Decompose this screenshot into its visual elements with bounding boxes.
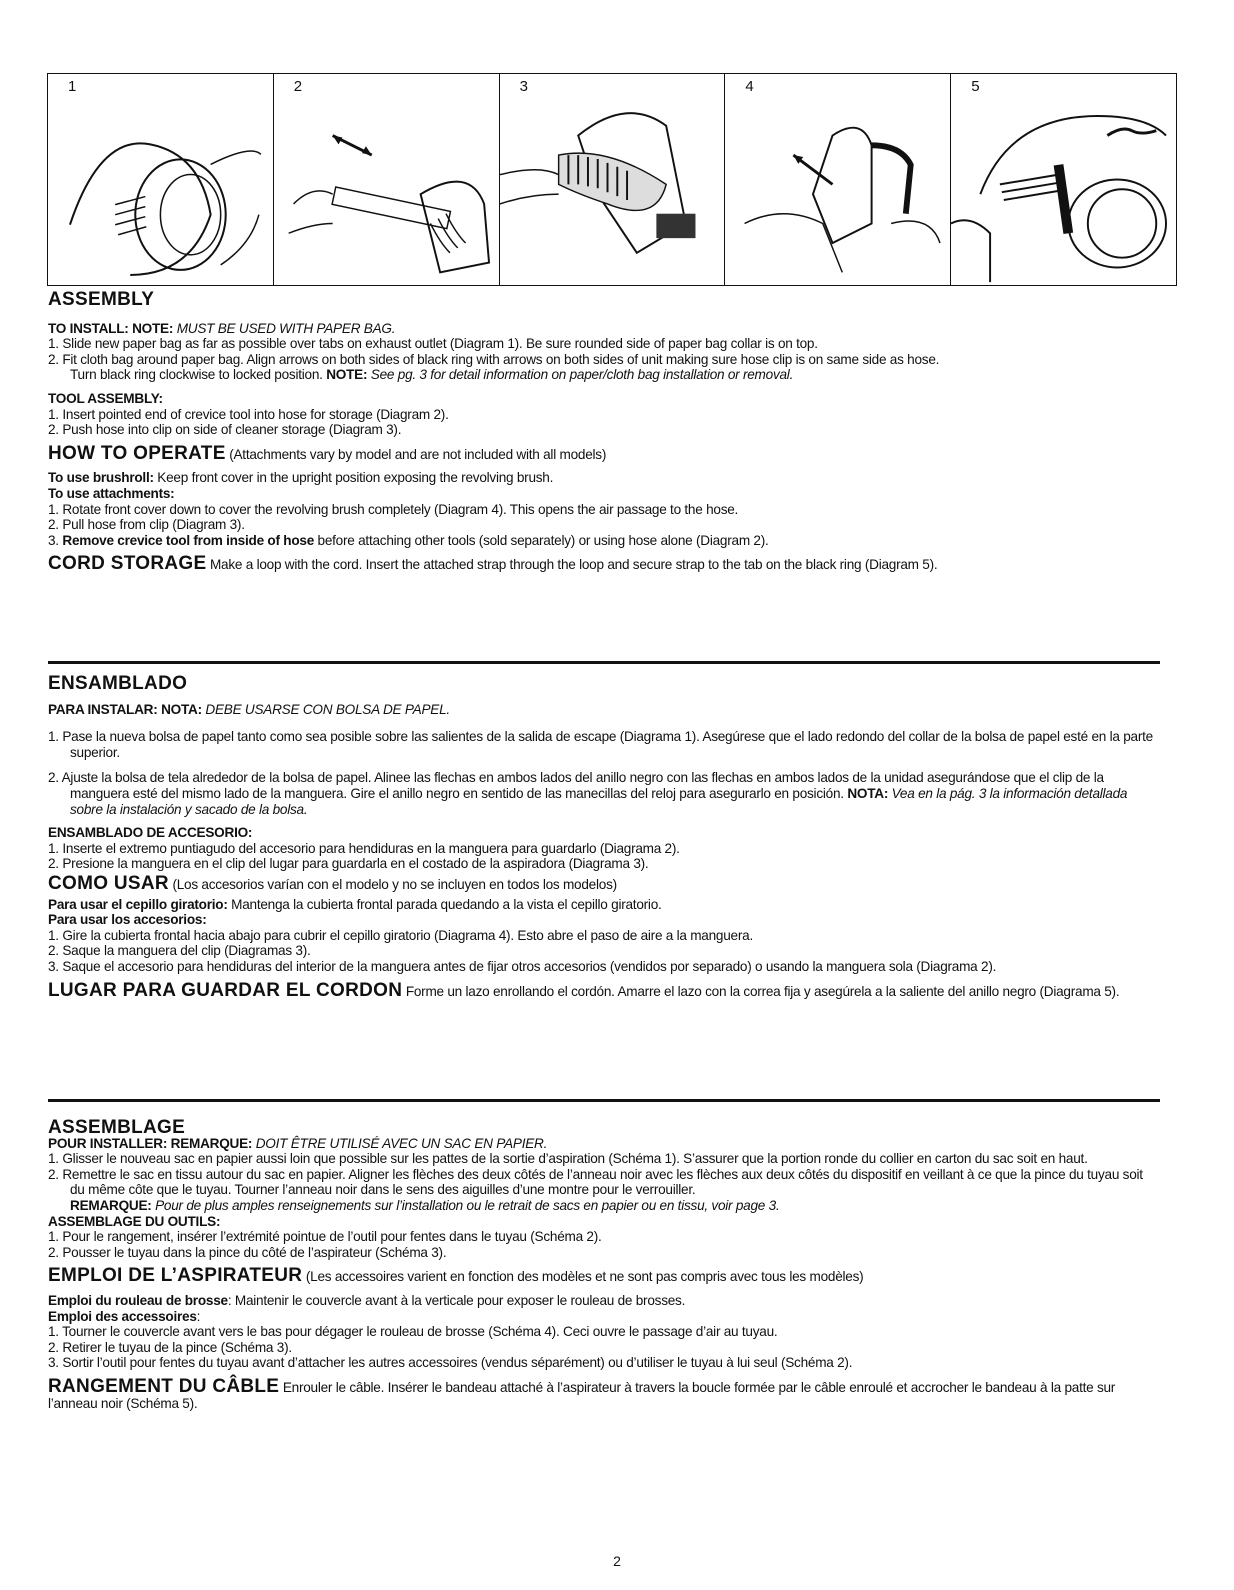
operate-title: COMO USAR [48,872,169,894]
tool-step-2: 2. Presione la manguera en el clip del lugar para guardarla en el costado de la aspiradora (Diagrama 3). [48,856,649,872]
attachments-label: Para usar los accesorios: [48,912,207,928]
cord-storage-title: LUGAR PARA GUARDAR EL CORDON [48,979,403,1001]
diagram-1 [48,74,274,285]
install-step-2: 2. Ajuste la bolsa de tela alrededor de la bolsa de papel. Alinee las flechas en ambos lados del anillo negro con las flechas en ambos lados de la unidad asegurándose que el clip de la manguera esté del mismo lado de la manguera. Gire el anillo negro en sentido de las manecillas del reloj para asegurarlo en posición. [48,770,1104,801]
diagram-number: 4 [745,78,754,95]
section-french [48,1117,1160,1411]
note-detail: Vea en la pág. 3 la información detallada sobre la instalación y sacado de la bolsa. [70,785,1128,817]
note-text: MUST BE USED WITH PAPER BAG. [176,320,396,336]
section-divider [48,661,1160,664]
diagram-number: 2 [293,78,303,95]
cord-storage-title: RANGEMENT DU CÂBLE [48,1375,280,1397]
operate-step-2: 2. Pull hose from clip (Diagram 3). [48,517,245,533]
diagram-3 [500,74,726,285]
operate-step-3-num: 3. [48,532,59,548]
operate-subtitle: (Attachments vary by model and are not included with all models) [229,446,607,462]
note-detail: See pg. 3 for detail information on paper/cloth bag installation or removal. [370,367,794,383]
section-divider [48,1099,1160,1102]
diagram-4-illustration [725,74,950,285]
install-label: POUR INSTALLER: [48,1135,168,1151]
diagram-1-illustration [48,74,273,285]
diagram-2 [274,74,500,285]
attachments-label: To use attachments: [48,485,175,501]
cord-storage-title: CORD STORAGE [48,553,207,575]
install-step-2: 2. Remettre le sac en tissu autour du sac en papier. Aligner les flèches des deux côtés de l’anneau noir avec les flèches aux deux côtés du dispositif en veillant à ce que la pince du tuyau soit du même côte que le tuyau. Tourner l’anneau noir dans le sens des aiguilles d’une montre pour le verrouiller. [48,1166,1143,1198]
section-title: ENSAMBLADO [48,673,188,694]
section-title: ASSEMBLAGE [48,1117,186,1138]
brushroll-text: : Maintenir le couvercle avant à la verticale pour exposer le rouleau de brosses. [227,1292,686,1308]
note-label: NOTA: [161,701,202,717]
operate-subtitle: (Los accesorios varían con el modelo y no se incluyen en todos los modelos) [172,876,617,892]
install-label: PARA INSTALAR: [48,701,158,717]
install-step-1: 1. Slide new paper bag as far as possible over tabs on exhaust outlet (Diagram 1). Be sure rounded side of paper bag collar is on top. [48,336,818,352]
note-detail: Pour de plus amples renseignements sur l’installation ou le retrait de sacs en papier ou en tissu, voir page 3. [155,1197,780,1213]
operate-title: EMPLOI DE L’ASPIRATEUR [48,1265,303,1287]
brushroll-text: Keep front cover in the upright position exposing the revolving brush. [157,470,554,486]
cord-storage-text: Forme un lazo enrollando el cordón. Amarre el lazo con la correa fija y asegúrela a la saliente del anillo negro (Diagrama 5). [405,983,1120,999]
brushroll-text: Mantenga la cubierta frontal parada quedando a la vista el cepillo giratorio. [231,896,662,912]
tool-step-2: 2. Pousser le tuyau dans la pince du côté de l’aspirateur (Schéma 3). [48,1244,447,1260]
note-text: DOIT ÊTRE UTILISÉ AVEC UN SAC EN PAPIER. [255,1135,548,1151]
tool-step-1: 1. Insert pointed end of crevice tool into hose for storage (Diagram 2). [48,406,449,422]
cord-storage-text: Enrouler le câble. Insérer le bandeau attaché à l’aspirateur à travers la boucle formée par le câble enroulé et accrocher le bandeau à la patte sur l’anneau noir (Schéma 5). [48,1379,1116,1411]
operate-title: HOW TO OPERATE [48,442,226,464]
attachments-colon: : [196,1308,201,1324]
tool-assembly-title: TOOL ASSEMBLY: [48,390,163,406]
operate-step-3: 3. Sortir l’outil pour fentes du tuyau avant d’attacher les autres accessoires (vendus séparément) ou d’utiliser le tuyau à lui seul (Schéma 2). [48,1355,853,1371]
diagram-3-illustration [500,74,725,285]
diagram-5-illustration [951,74,1176,285]
diagram-number: 1 [68,78,77,95]
tool-step-1: 1. Inserte el extremo puntiagudo del accesorio para hendiduras en la manguera para guardarlo (Diagrama 2). [48,840,680,856]
page-number: 2 [613,1553,621,1569]
operate-step-1: 1. Gire la cubierta frontal hacia abajo para cubrir el cepillo giratorio (Diagrama 4). Esto abre el paso de aire a la manguera. [48,927,753,943]
diagram-5 [951,74,1176,285]
attachments-label: Emploi des accessoires [48,1308,197,1324]
install-step-1: 1. Pase la nueva bolsa de papel tanto como sea posible sobre las salientes de la salida de escape (Diagrama 1). Asegúrese que el lado redondo del collar de la bolsa de papel esté en la parte superior. [48,729,1153,760]
operate-step-3-bold: Remove crevice tool from inside of hose [62,532,314,548]
tool-step-1: 1. Pour le rangement, insérer l’extrémité pointue de l’outil pour fentes dans le tuyau (Schéma 2). [48,1229,602,1245]
cord-storage-text: Make a loop with the cord. Insert the attached strap through the loop and secure strap to the tab on the black ring (Diagram 5). [209,557,938,573]
tool-assembly-title: ENSAMBLADO DE ACCESORIO: [48,825,253,841]
note-label: NOTE: [132,320,174,336]
install-step-1: 1. Glisser le nouveau sac en papier aussi loin que possible sur les pattes de la sortie d’aspiration (Schéma 1). S’assurer que la portion ronde du collier en carton du sac soit en haut. [48,1151,1088,1167]
section-title: ASSEMBLY [48,289,155,310]
operate-step-3-text: before attaching other tools (sold separately) or using hose alone (Diagram 2). [317,532,769,548]
operate-step-1: 1. Tourner le couvercle avant vers le bas pour dégager le rouleau de brosse (Schéma 4). Ceci ouvre le passage d’air au tuyau. [48,1324,778,1340]
operate-subtitle: (Les accessoires varient en fonction des modèles et ne sont pas compris avec tous les modèles) [305,1269,864,1285]
install-label: TO INSTALL: [48,320,129,336]
note-text: DEBE USARSE CON BOLSA DE PAPEL. [205,701,450,717]
diagram-number: 5 [971,78,980,95]
operate-step-2: 2. Saque la manguera del clip (Diagramas 3). [48,943,311,959]
install-step-2b: Turn black ring clockwise to locked position. [70,367,323,383]
diagram-number: 3 [519,78,528,95]
operate-step-2: 2. Retirer le tuyau de la pince (Schéma 3). [48,1339,292,1355]
operate-step-1: 1. Rotate front cover down to cover the revolving brush completely (Diagram 4). This opens the air passage to the hose. [48,501,739,517]
brushroll-label: To use brushroll: [48,470,154,486]
tool-assembly-title: ASSEMBLAGE DU OUTILS: [48,1213,221,1229]
diagram-2-illustration [274,74,499,285]
section-spanish [48,673,1160,1001]
note-label-2: NOTA: [847,785,889,801]
note-label-2: NOTE: [326,367,368,383]
brushroll-label: Emploi du rouleau de brosse [48,1292,228,1308]
diagram-4 [725,74,951,285]
tool-step-2: 2. Push hose into clip on side of cleaner storage (Diagram 3). [48,422,402,438]
operate-step-3: 3. Saque el accesorio para hendiduras del interior de la manguera antes de fijar otros accesorios (vendidos por separado) o usando la manguera sola (Diagrama 2). [48,958,997,974]
diagram-strip [47,73,1177,286]
section-english [48,289,1160,575]
note-label-2: REMARQUE: [70,1197,152,1213]
install-step-2: 2. Fit cloth bag around paper bag. Align arrows on both sides of black ring with arrows on both sides of unit making sure hose clip is on same side as hose. [48,351,940,367]
brushroll-label: Para usar el cepillo giratorio: [48,896,228,912]
note-label: REMARQUE: [170,1135,253,1151]
